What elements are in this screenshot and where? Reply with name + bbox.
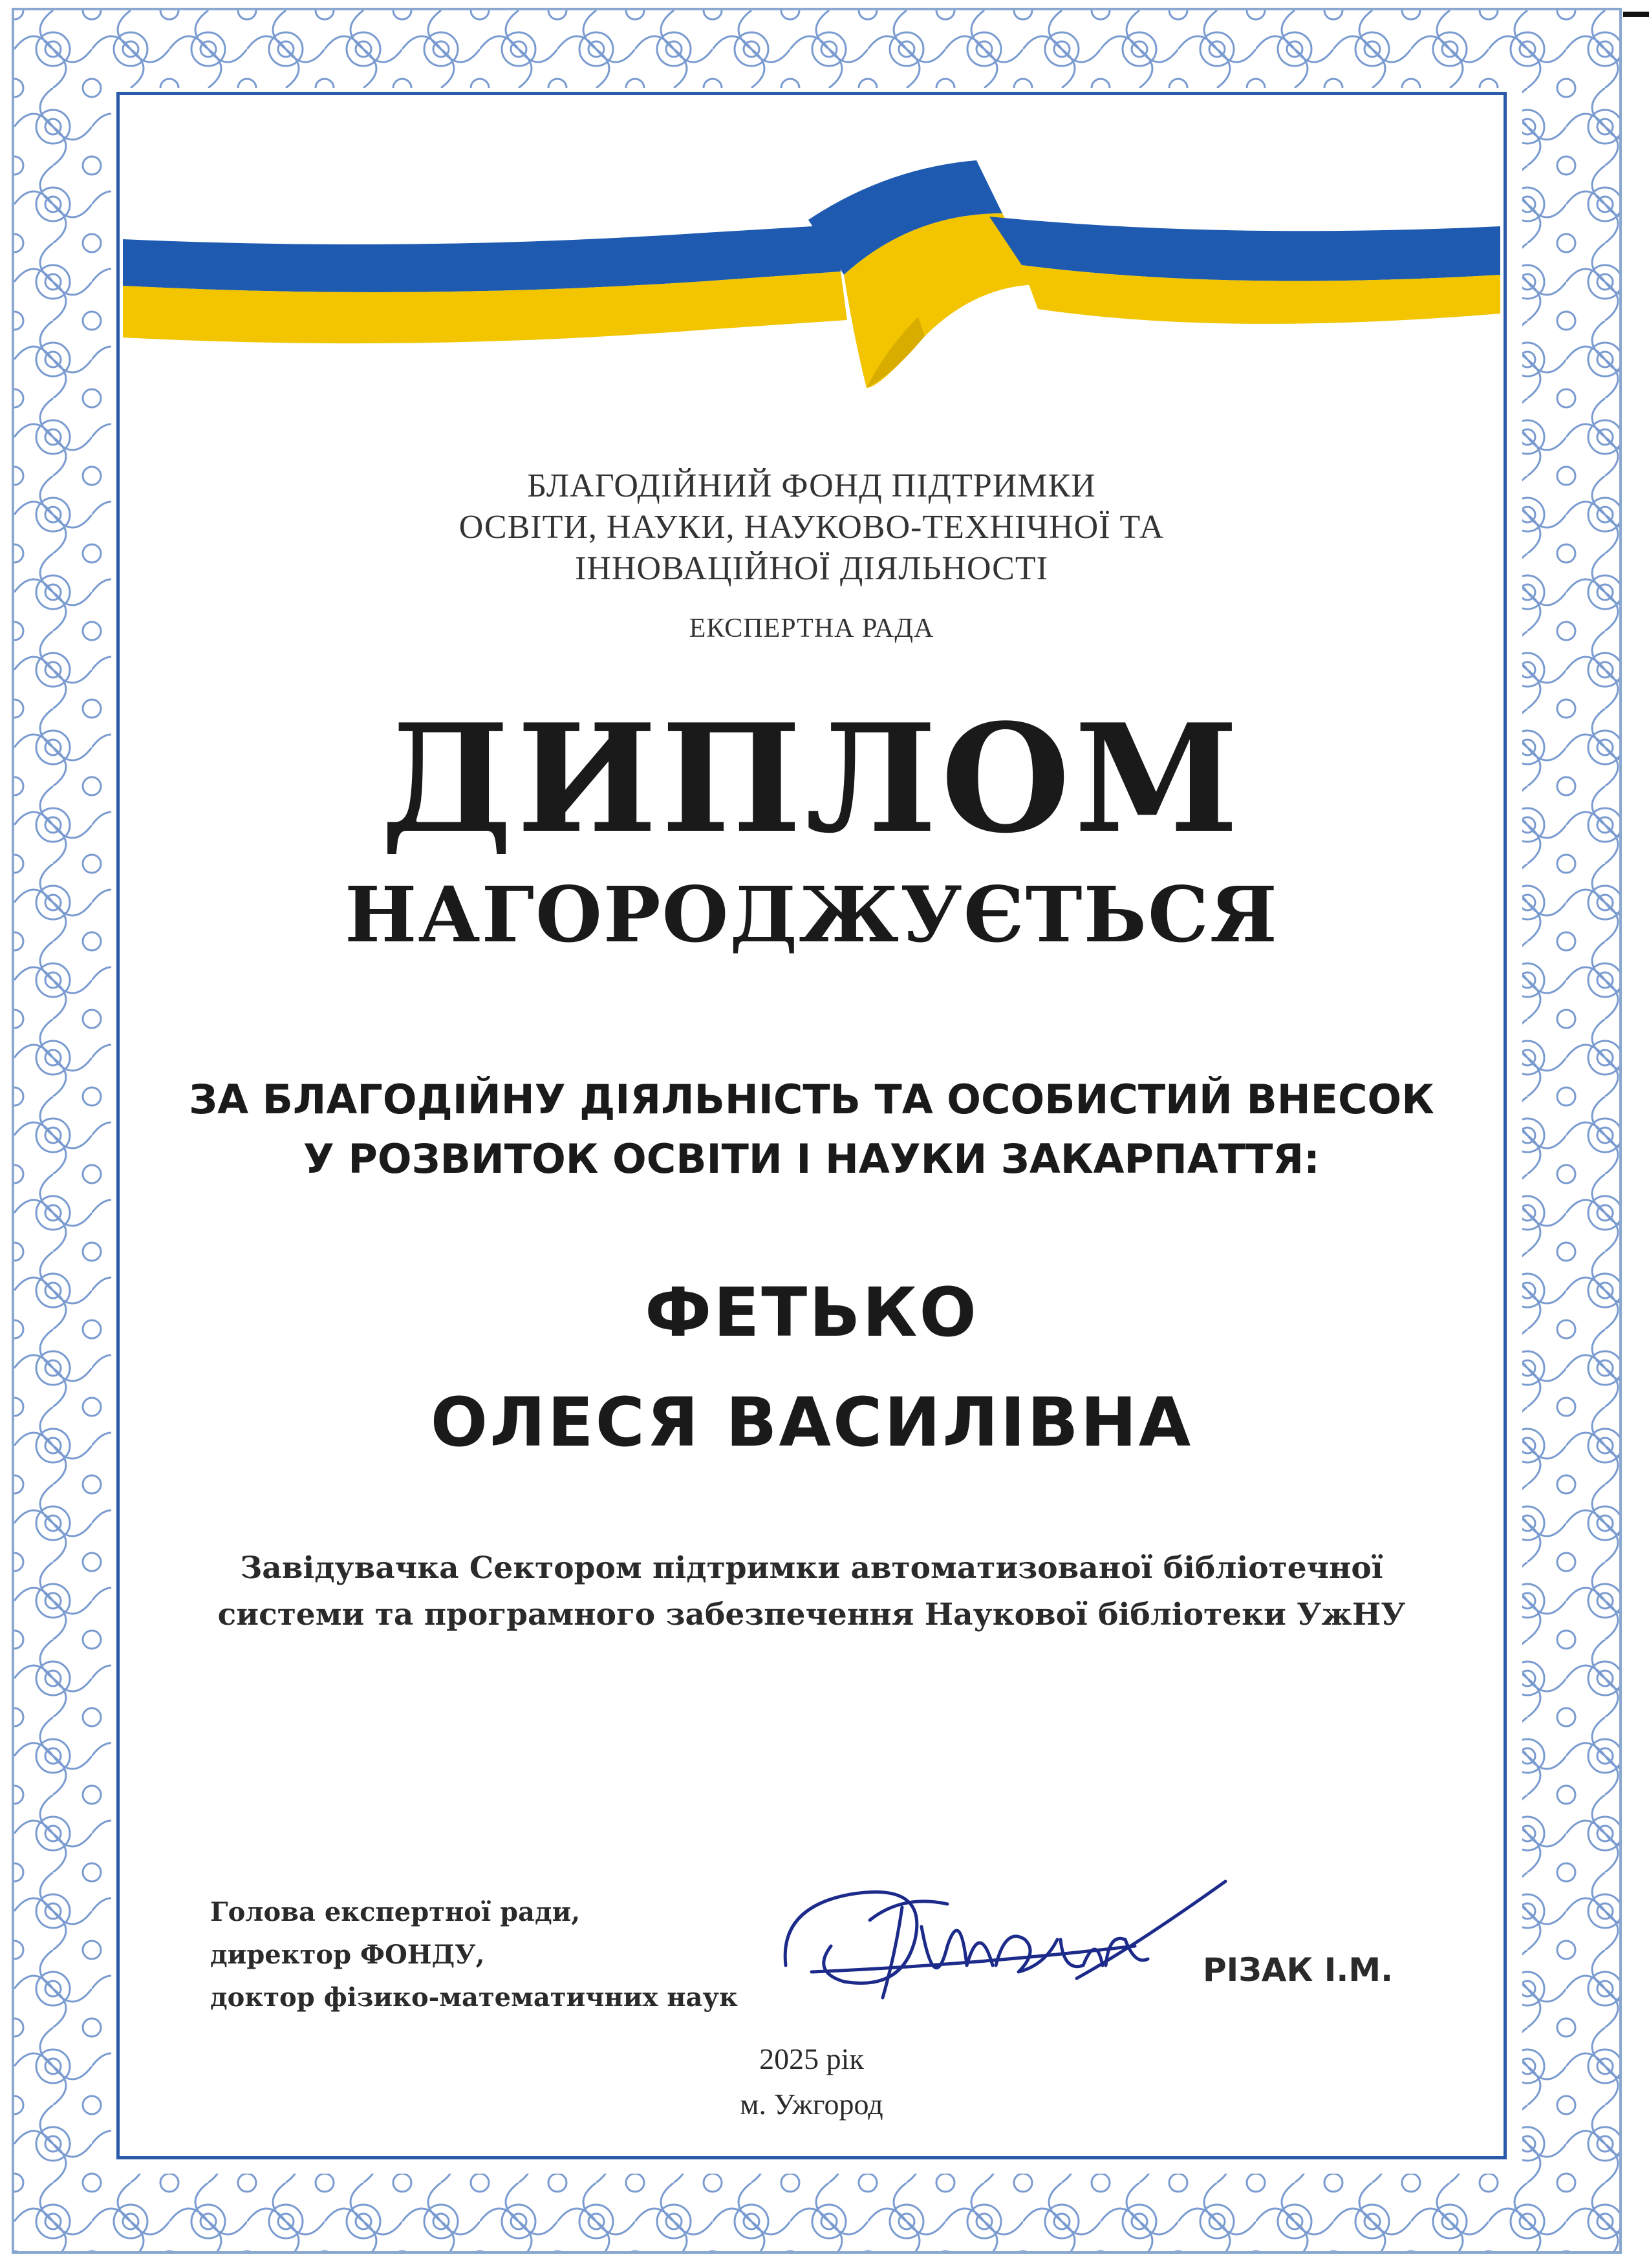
- scan-corner-mark: [1623, 12, 1649, 17]
- organization-line-2: ОСВІТИ, НАУКИ, НАУКОВО-ТЕХНІЧНОЇ ТА: [458, 509, 1165, 546]
- signer-role-line-2: директор ФОНДУ,: [210, 1940, 485, 1970]
- organization-heading: [116, 465, 1507, 590]
- council-heading: [116, 613, 1507, 644]
- awarded-block: [116, 870, 1507, 959]
- ukrainian-flag-ribbon: [123, 142, 1500, 401]
- recipient-position-line-1: Завідувачка Сектором підтримки автоматизованої бібліотечної: [240, 1550, 1383, 1586]
- expert-council-label: ЕКСПЕРТНА РАДА: [689, 614, 934, 643]
- recipient-name: [116, 1257, 1507, 1477]
- signer-role-line-1: Голова експертної ради,: [210, 1897, 581, 1927]
- award-reason-line-2: У РОЗВИТОК ОСВІТИ І НАУКИ ЗАКАРПАТТЯ:: [303, 1135, 1320, 1182]
- organization-line-1: БЛАГОДІЙНИЙ ФОНД ПІДТРИМКИ: [527, 467, 1096, 504]
- award-reason-line-1: ЗА БЛАГОДІЙНУ ДІЯЛЬНІСТЬ ТА ОСОБИСТИЙ ВНЕСОК: [189, 1076, 1434, 1123]
- footer-city: м. Ужгород: [740, 2088, 883, 2121]
- diploma-title-block: [116, 692, 1507, 866]
- recipient-position: [116, 1545, 1507, 1638]
- recipient-given-names: ОЛЕСЯ ВАСИЛІВНА: [430, 1383, 1193, 1462]
- recipient-surname: ФЕТЬКО: [645, 1273, 978, 1352]
- organization-line-3: ІННОВАЦІЙНОЇ ДІЯЛЬНОСТІ: [575, 550, 1048, 587]
- awarded-label: НАГОРОДЖУЄТЬСЯ: [345, 870, 1278, 959]
- handwritten-signature: [773, 1868, 1238, 2017]
- signer-role: [210, 1891, 738, 2019]
- footer: [116, 2037, 1507, 2127]
- diploma-title: ДИПЛОМ: [380, 692, 1243, 866]
- award-reason: [116, 1070, 1507, 1189]
- signer-role-line-3: доктор фізико-математичних наук: [210, 1982, 738, 2013]
- signer-name: РІЗАК І.М.: [1203, 1951, 1394, 1989]
- footer-year: 2025 рік: [759, 2042, 864, 2075]
- recipient-position-line-2: системи та програмного забезпечення Наукової бібліотеки УжНУ: [217, 1597, 1406, 1632]
